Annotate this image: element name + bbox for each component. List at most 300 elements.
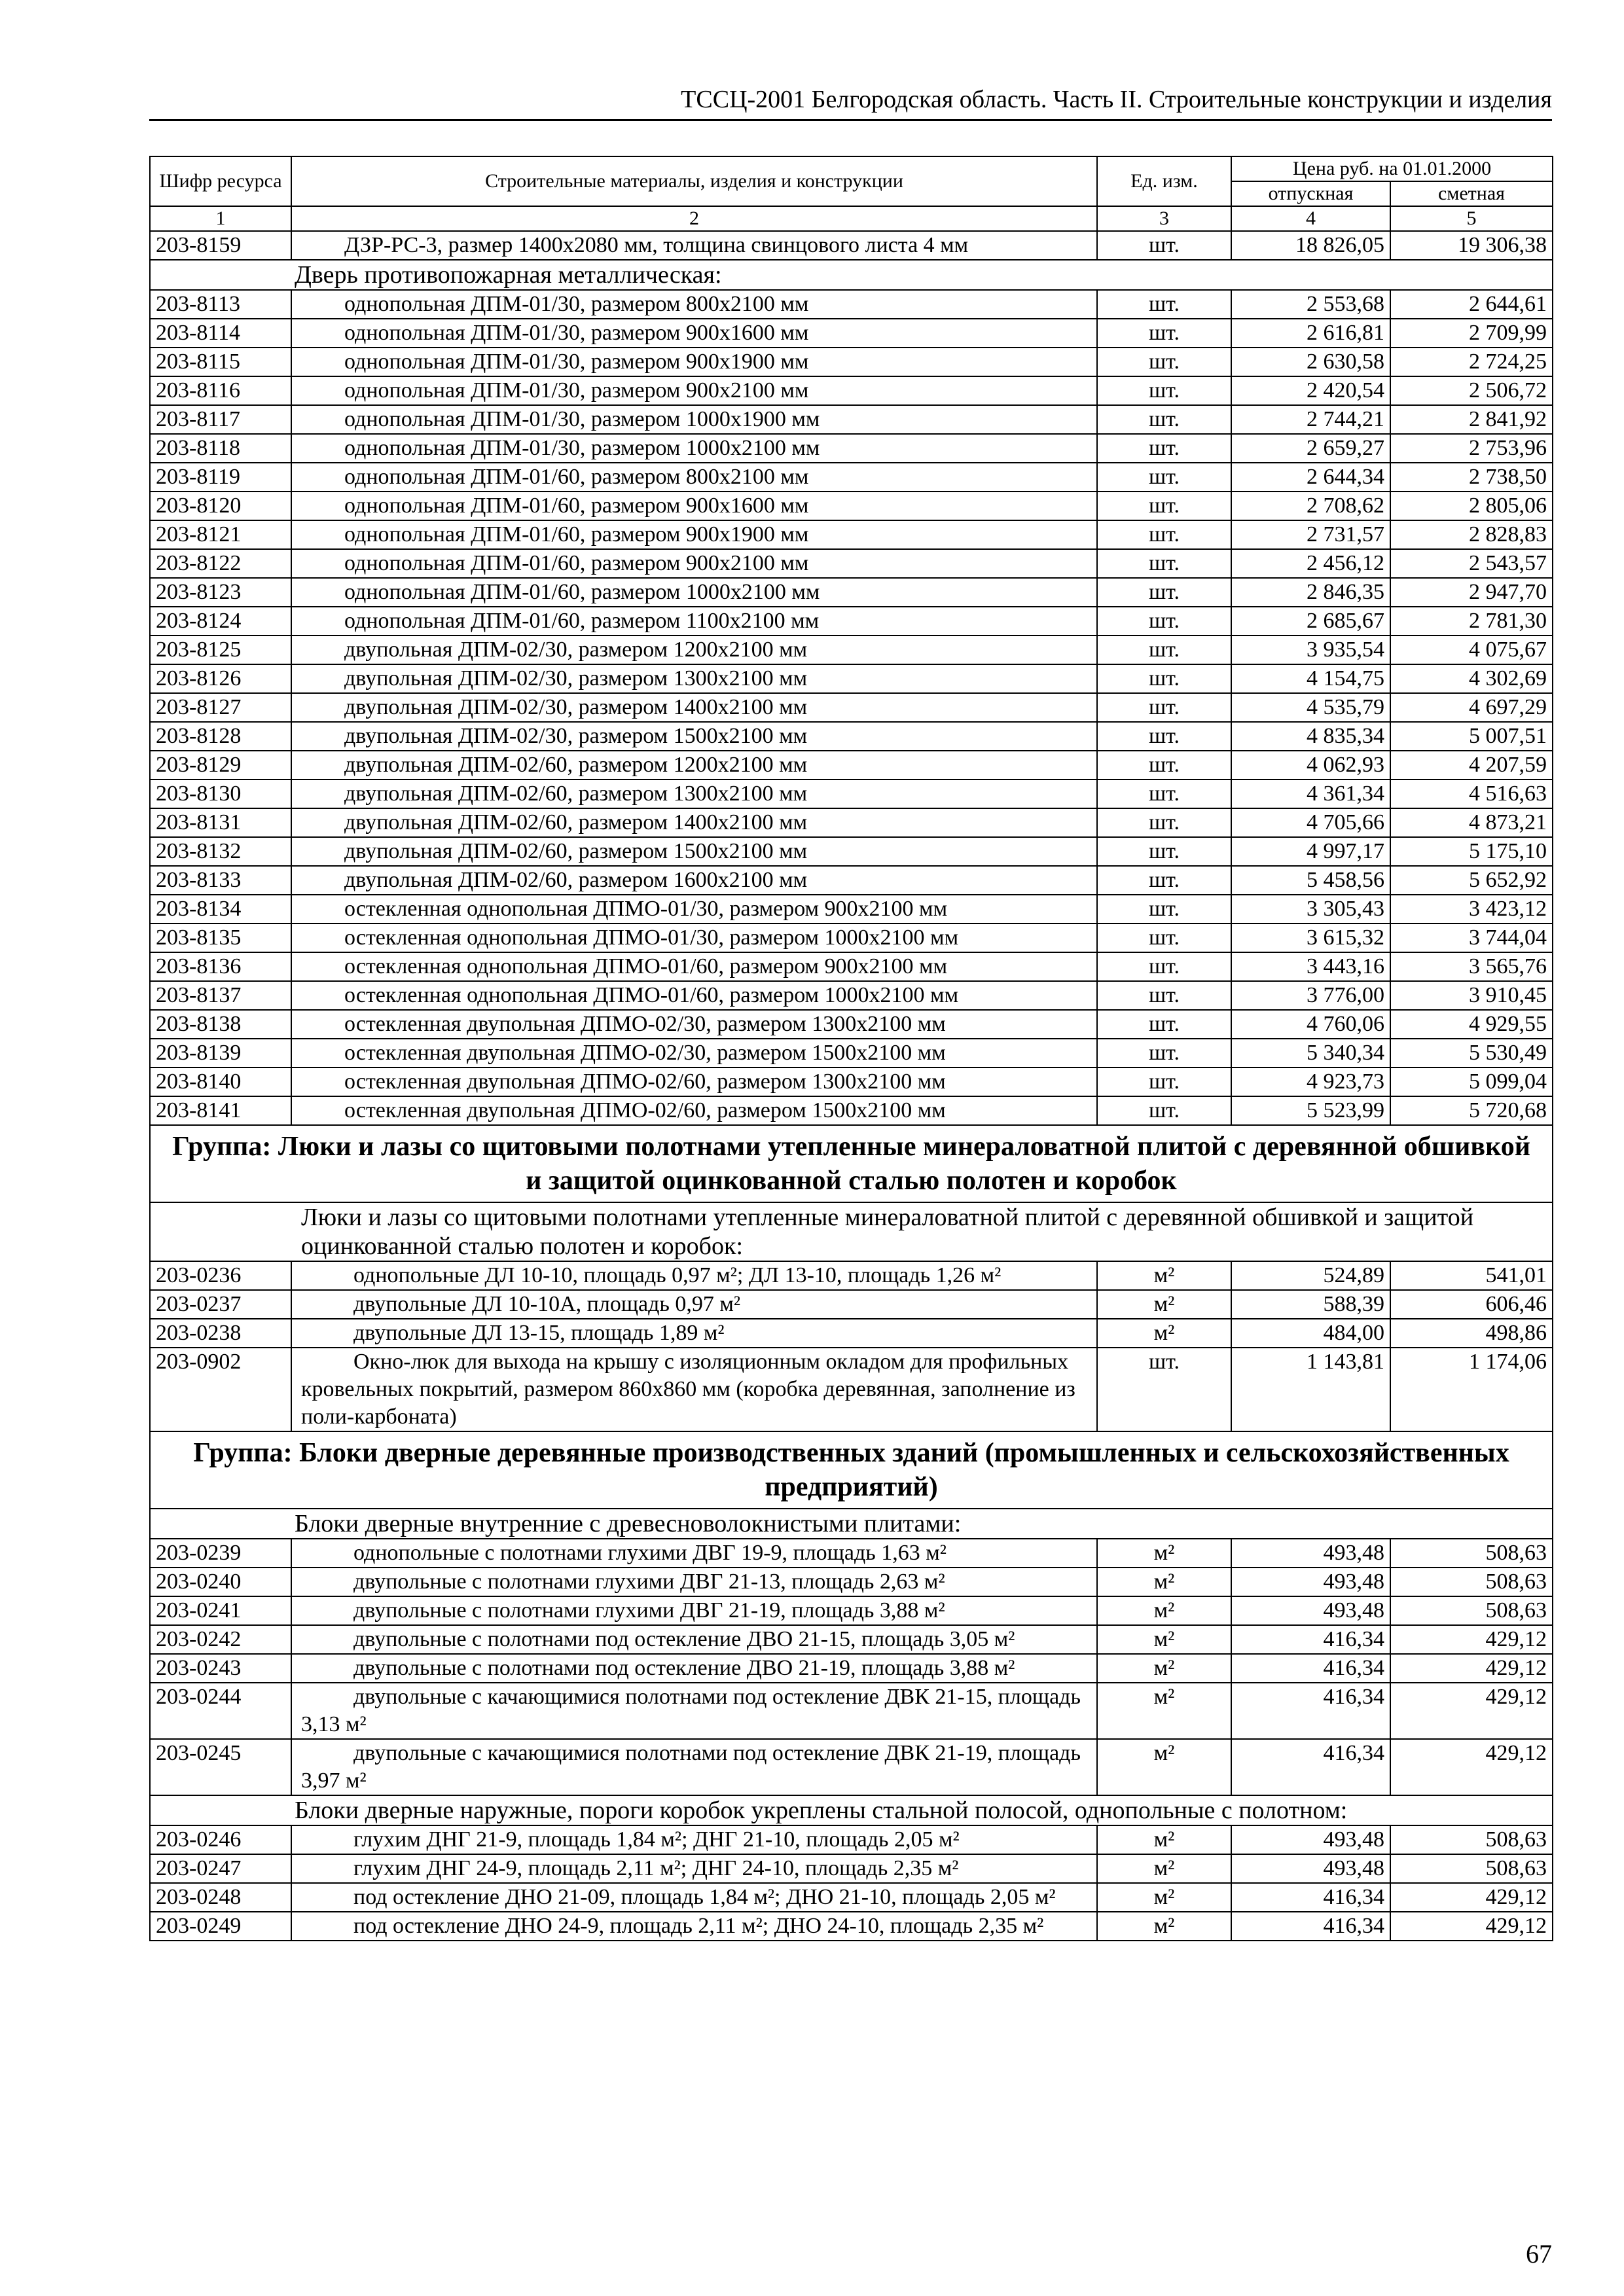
table-row	[150, 895, 1553, 924]
cell-estimate-price: 429,12	[1390, 1654, 1553, 1683]
table-row	[150, 1683, 1553, 1739]
cell-unit: шт.	[1097, 751, 1231, 780]
cell-unit: м²	[1097, 1739, 1231, 1795]
cell-code: 203-0244	[150, 1683, 291, 1739]
cell-name: однопольная ДПМ-01/30, размером 1000х1900 мм	[291, 405, 1097, 434]
cell-estimate-price: 4 697,29	[1390, 693, 1553, 722]
cell-release-price: 2 630,58	[1231, 348, 1390, 376]
cell-code: 203-0248	[150, 1883, 291, 1912]
cell-estimate-price: 2 738,50	[1390, 463, 1553, 492]
cell-code: 203-8137	[150, 981, 291, 1010]
table-row	[150, 1912, 1553, 1941]
cell-code: 203-0237	[150, 1290, 291, 1319]
cell-release-price: 2 553,68	[1231, 290, 1390, 319]
cell-estimate-price: 3 565,76	[1390, 952, 1553, 981]
cell-unit: м²	[1097, 1290, 1231, 1319]
section-title: Дверь противопожарная металлическая:	[150, 260, 1553, 290]
cell-release-price: 1 143,81	[1231, 1348, 1390, 1431]
inner-rows	[150, 1539, 1553, 1795]
cell-release-price: 2 644,34	[1231, 463, 1390, 492]
cell-estimate-price: 4 929,55	[1390, 1010, 1553, 1039]
cell-code: 203-8131	[150, 808, 291, 837]
table-row	[150, 434, 1553, 463]
table-row	[150, 1096, 1553, 1125]
cell-unit: м²	[1097, 1825, 1231, 1854]
cell-estimate-price: 5 530,49	[1390, 1039, 1553, 1067]
group-title: Группа: Блоки дверные деревянные производственных зданий (промышленных и сельскохозяйственных предприятий)	[150, 1431, 1553, 1509]
cell-release-price: 3 305,43	[1231, 895, 1390, 924]
table-row	[150, 578, 1553, 607]
cell-unit: м²	[1097, 1261, 1231, 1290]
cell-release-price: 4 361,34	[1231, 780, 1390, 808]
cell-unit: шт.	[1097, 319, 1231, 348]
table-row	[150, 492, 1553, 520]
cell-code: 203-0246	[150, 1825, 291, 1854]
table-row	[150, 1568, 1553, 1596]
cell-estimate-price: 3 910,45	[1390, 981, 1553, 1010]
table-row	[150, 636, 1553, 664]
table-row	[150, 722, 1553, 751]
cell-code: 203-8139	[150, 1039, 291, 1067]
cell-unit: шт.	[1097, 895, 1231, 924]
cell-code: 203-0902	[150, 1348, 291, 1431]
table-row	[150, 549, 1553, 578]
cell-unit: шт.	[1097, 837, 1231, 866]
section-title: Люки и лазы со щитовыми полотнами утепленные минераловатной плитой с деревянной обшивкой и защитой оцинкованной сталью полотен и коробок:	[150, 1202, 1553, 1261]
cell-code: 203-0241	[150, 1596, 291, 1625]
cell-unit: шт.	[1097, 434, 1231, 463]
cell-estimate-price: 4 075,67	[1390, 636, 1553, 664]
cell-estimate-price: 2 828,83	[1390, 520, 1553, 549]
table-row	[150, 837, 1553, 866]
cell-code: 203-8134	[150, 895, 291, 924]
cell-code: 203-0238	[150, 1319, 291, 1348]
table-row	[150, 348, 1553, 376]
cell-name: двупольная ДПМ-02/30, размером 1400х2100 мм	[291, 693, 1097, 722]
cell-estimate-price: 606,46	[1390, 1290, 1553, 1319]
cell-name: остекленная однопольная ДПМО-01/60, размером 1000х2100 мм	[291, 981, 1097, 1010]
group-row	[150, 1431, 1553, 1509]
table-row	[150, 981, 1553, 1010]
cell-unit: шт.	[1097, 693, 1231, 722]
table-row	[150, 1319, 1553, 1348]
cell-code: 203-8115	[150, 348, 291, 376]
cell-release-price: 4 705,66	[1231, 808, 1390, 837]
cell-estimate-price: 541,01	[1390, 1261, 1553, 1290]
cell-release-price: 2 685,67	[1231, 607, 1390, 636]
table-row	[150, 780, 1553, 808]
cell-release-price: 524,89	[1231, 1261, 1390, 1290]
cell-unit: шт.	[1097, 722, 1231, 751]
cell-unit: м²	[1097, 1883, 1231, 1912]
cell-code: 203-0239	[150, 1539, 291, 1568]
cell-code: 203-0240	[150, 1568, 291, 1596]
cell-estimate-price: 4 516,63	[1390, 780, 1553, 808]
cell-unit: шт.	[1097, 607, 1231, 636]
cell-unit: шт.	[1097, 348, 1231, 376]
cell-name: однопольные ДЛ 10-10, площадь 0,97 м²; ДЛ 13-10, площадь 1,26 м²	[291, 1261, 1097, 1290]
cell-release-price: 4 760,06	[1231, 1010, 1390, 1039]
cell-unit: шт.	[1097, 290, 1231, 319]
cell-release-price: 493,48	[1231, 1596, 1390, 1625]
cell-unit: м²	[1097, 1319, 1231, 1348]
cell-estimate-price: 2 724,25	[1390, 348, 1553, 376]
cell-release-price: 2 616,81	[1231, 319, 1390, 348]
cell-code: 203-0245	[150, 1739, 291, 1795]
table-row	[150, 376, 1553, 405]
cell-release-price: 493,48	[1231, 1854, 1390, 1883]
cell-estimate-price: 2 841,92	[1390, 405, 1553, 434]
cell-name: двупольная ДПМ-02/30, размером 1500х2100 мм	[291, 722, 1097, 751]
section-row	[150, 260, 1553, 290]
cell-unit: шт.	[1097, 520, 1231, 549]
col-head-estimate: сметная	[1390, 181, 1553, 206]
cell-estimate-price: 2 805,06	[1390, 492, 1553, 520]
cell-estimate-price: 429,12	[1390, 1625, 1553, 1654]
cell-name: однопольные с полотнами глухими ДВГ 19-9, площадь 1,63 м²	[291, 1539, 1097, 1568]
table-row	[150, 1010, 1553, 1039]
cell-estimate-price: 3 423,12	[1390, 895, 1553, 924]
cell-code: 203-8136	[150, 952, 291, 981]
col-head-unit: Ед. изм.	[1097, 156, 1231, 206]
cell-code: 203-8126	[150, 664, 291, 693]
cell-name: остекленная однопольная ДПМО-01/30, размером 1000х2100 мм	[291, 924, 1097, 952]
cell-code: 203-8120	[150, 492, 291, 520]
cell-code: 203-8121	[150, 520, 291, 549]
cell-release-price: 2 659,27	[1231, 434, 1390, 463]
table-row	[150, 463, 1553, 492]
cell-code: 203-8123	[150, 578, 291, 607]
table-row	[150, 1825, 1553, 1854]
cell-unit: шт.	[1097, 1039, 1231, 1067]
table-row	[150, 1261, 1553, 1290]
cell-release-price: 416,34	[1231, 1883, 1390, 1912]
col-head-price: Цена руб. на 01.01.2000	[1231, 156, 1553, 181]
cell-name: Окно-люк для выхода на крышу с изоляционным окладом для профильных кровельных покрытий, размером 860х860 мм (коробка деревянная, заполнение из поли-карбоната)	[291, 1348, 1097, 1431]
cell-name: однопольная ДПМ-01/60, размером 900х1900 мм	[291, 520, 1097, 549]
cell-name: однопольная ДПМ-01/30, размером 900х1600 мм	[291, 319, 1097, 348]
price-table	[149, 156, 1553, 1941]
outer-section-body	[150, 1795, 1553, 1825]
cell-name: однопольная ДПМ-01/30, размером 800х2100 мм	[291, 290, 1097, 319]
cell-code: 203-8117	[150, 405, 291, 434]
cell-release-price: 493,48	[1231, 1825, 1390, 1854]
cell-unit: м²	[1097, 1568, 1231, 1596]
cell-release-price: 3 935,54	[1231, 636, 1390, 664]
outer-rows	[150, 1825, 1553, 1941]
cell-unit: шт.	[1097, 492, 1231, 520]
cell-estimate-price: 2 947,70	[1390, 578, 1553, 607]
cell-name: глухим ДНГ 21-9, площадь 1,84 м²; ДНГ 21-10, площадь 2,05 м²	[291, 1825, 1097, 1854]
cell-estimate-price: 508,63	[1390, 1568, 1553, 1596]
cell-name: двупольная ДПМ-02/60, размером 1500х2100 мм	[291, 837, 1097, 866]
table-row	[150, 1854, 1553, 1883]
column-numbers-row	[150, 206, 1553, 231]
cell-code: 203-8129	[150, 751, 291, 780]
cell-name: двупольная ДПМ-02/60, размером 1300х2100 мм	[291, 780, 1097, 808]
col-number-5: 5	[1390, 206, 1553, 231]
table-row	[150, 607, 1553, 636]
cell-unit: шт.	[1097, 952, 1231, 981]
cell-name: двупольная ДПМ-02/60, размером 1600х2100 мм	[291, 866, 1097, 895]
cell-release-price: 4 997,17	[1231, 837, 1390, 866]
table-row	[150, 1290, 1553, 1319]
cell-code: 203-8127	[150, 693, 291, 722]
cell-unit: шт.	[1097, 1010, 1231, 1039]
table-row	[150, 405, 1553, 434]
page-header	[149, 86, 1552, 121]
cell-unit: шт.	[1097, 231, 1231, 260]
cell-name: глухим ДНГ 24-9, площадь 2,11 м²; ДНГ 24-10, площадь 2,35 м²	[291, 1854, 1097, 1883]
table-row	[150, 231, 1553, 260]
cell-release-price: 3 776,00	[1231, 981, 1390, 1010]
cell-release-price: 4 923,73	[1231, 1067, 1390, 1096]
cell-release-price: 493,48	[1231, 1539, 1390, 1568]
cell-estimate-price: 2 709,99	[1390, 319, 1553, 348]
cell-code: 203-8138	[150, 1010, 291, 1039]
cell-unit: м²	[1097, 1683, 1231, 1739]
cell-estimate-price: 429,12	[1390, 1912, 1553, 1941]
cell-name: остекленная двупольная ДПМО-02/60, размером 1500х2100 мм	[291, 1096, 1097, 1125]
cell-name: остекленная двупольная ДПМО-02/30, размером 1300х2100 мм	[291, 1010, 1097, 1039]
group-blocks-body	[150, 1431, 1553, 1539]
cell-name: двупольные ДЛ 10-10А, площадь 0,97 м²	[291, 1290, 1097, 1319]
cell-code: 203-8119	[150, 463, 291, 492]
cell-estimate-price: 508,63	[1390, 1825, 1553, 1854]
cell-name: остекленная двупольная ДПМО-02/60, размером 1300х2100 мм	[291, 1067, 1097, 1096]
cell-code: 203-8113	[150, 290, 291, 319]
section-title: Блоки дверные внутренние с древесноволокнистыми плитами:	[150, 1509, 1553, 1539]
cell-code: 203-0249	[150, 1912, 291, 1941]
col-number-4: 4	[1231, 206, 1390, 231]
page-number: 67	[1526, 2239, 1552, 2269]
cell-release-price: 416,34	[1231, 1625, 1390, 1654]
table-row	[150, 520, 1553, 549]
cell-name: двупольная ДПМ-02/30, размером 1200х2100 мм	[291, 636, 1097, 664]
cell-estimate-price: 2 753,96	[1390, 434, 1553, 463]
cell-unit: шт.	[1097, 808, 1231, 837]
cell-unit: м²	[1097, 1625, 1231, 1654]
cell-code: 203-8141	[150, 1096, 291, 1125]
cell-name: однопольная ДПМ-01/60, размером 800х2100 мм	[291, 463, 1097, 492]
cell-estimate-price: 4 873,21	[1390, 808, 1553, 837]
cell-code: 203-8133	[150, 866, 291, 895]
cell-release-price: 2 456,12	[1231, 549, 1390, 578]
cell-name: однопольная ДПМ-01/60, размером 900х2100 мм	[291, 549, 1097, 578]
cell-release-price: 416,34	[1231, 1654, 1390, 1683]
cell-unit: м²	[1097, 1596, 1231, 1625]
cell-name: остекленная однопольная ДПМО-01/30, размером 900х2100 мм	[291, 895, 1097, 924]
table-row	[150, 1596, 1553, 1625]
table-row	[150, 1067, 1553, 1096]
cell-release-price: 3 443,16	[1231, 952, 1390, 981]
section-row	[150, 1795, 1553, 1825]
cell-code: 203-0243	[150, 1654, 291, 1683]
section-row	[150, 1202, 1553, 1261]
cell-name: двупольные ДЛ 13-15, площадь 1,89 м²	[291, 1319, 1097, 1348]
cell-estimate-price: 2 644,61	[1390, 290, 1553, 319]
cell-release-price: 18 826,05	[1231, 231, 1390, 260]
cell-estimate-price: 4 207,59	[1390, 751, 1553, 780]
table-head	[150, 156, 1553, 231]
cell-release-price: 416,34	[1231, 1683, 1390, 1739]
cell-estimate-price: 2 506,72	[1390, 376, 1553, 405]
group-hatches-body	[150, 1125, 1553, 1261]
col-head-name: Строительные материалы, изделия и конструкции	[291, 156, 1097, 206]
cell-estimate-price: 429,12	[1390, 1739, 1553, 1795]
table-row	[150, 1348, 1553, 1431]
cell-release-price: 416,34	[1231, 1739, 1390, 1795]
table-row	[150, 1739, 1553, 1795]
col-head-code: Шифр ресурса	[150, 156, 291, 206]
cell-unit: шт.	[1097, 463, 1231, 492]
cell-code: 203-8125	[150, 636, 291, 664]
col-head-release: отпускная	[1231, 181, 1390, 206]
cell-code: 203-8130	[150, 780, 291, 808]
col-number-3: 3	[1097, 206, 1231, 231]
table-row	[150, 1654, 1553, 1683]
cell-name: ДЗР-РС-3, размер 1400х2080 мм, толщина свинцового листа 4 мм	[291, 231, 1097, 260]
cell-release-price: 4 154,75	[1231, 664, 1390, 693]
cell-name: однопольная ДПМ-01/30, размером 1000х2100 мм	[291, 434, 1097, 463]
cell-code: 203-8116	[150, 376, 291, 405]
cell-unit: м²	[1097, 1912, 1231, 1941]
cell-code: 203-0247	[150, 1854, 291, 1883]
cell-code: 203-8122	[150, 549, 291, 578]
cell-estimate-price: 429,12	[1390, 1683, 1553, 1739]
cell-unit: м²	[1097, 1654, 1231, 1683]
cell-code: 203-8159	[150, 231, 291, 260]
cell-code: 203-8132	[150, 837, 291, 866]
cell-release-price: 4 535,79	[1231, 693, 1390, 722]
cell-unit: шт.	[1097, 981, 1231, 1010]
cell-estimate-price: 508,63	[1390, 1539, 1553, 1568]
cell-name: двупольные с полотнами глухими ДВГ 21-13, площадь 2,63 м²	[291, 1568, 1097, 1596]
cell-estimate-price: 508,63	[1390, 1854, 1553, 1883]
cell-unit: шт.	[1097, 1096, 1231, 1125]
cell-estimate-price: 5 652,92	[1390, 866, 1553, 895]
cell-release-price: 2 846,35	[1231, 578, 1390, 607]
cell-unit: шт.	[1097, 1348, 1231, 1431]
table-row	[150, 866, 1553, 895]
cell-release-price: 484,00	[1231, 1319, 1390, 1348]
cell-unit: шт.	[1097, 664, 1231, 693]
group-title: Группа: Люки и лазы со щитовыми полотнами утепленные минераловатной плитой с деревянной обшивкой и защитой оцинкованной сталью полотен и коробок	[150, 1125, 1553, 1202]
cell-estimate-price: 5 007,51	[1390, 722, 1553, 751]
cell-unit: шт.	[1097, 780, 1231, 808]
table-row	[150, 1039, 1553, 1067]
cell-unit: шт.	[1097, 636, 1231, 664]
cell-release-price: 2 731,57	[1231, 520, 1390, 549]
cell-name: однопольная ДПМ-01/30, размером 900х2100 мм	[291, 376, 1097, 405]
cell-estimate-price: 4 302,69	[1390, 664, 1553, 693]
cell-unit: шт.	[1097, 405, 1231, 434]
table-row	[150, 664, 1553, 693]
section-title: Блоки дверные наружные, пороги коробок укреплены стальной полосой, однопольные с полотном:	[150, 1795, 1553, 1825]
cell-name: однопольная ДПМ-01/60, размером 900х1600 мм	[291, 492, 1097, 520]
table-row	[150, 290, 1553, 319]
cell-name: однопольная ДПМ-01/60, размером 1100х2100 мм	[291, 607, 1097, 636]
cell-name: двупольные с полотнами глухими ДВГ 21-19, площадь 3,88 м²	[291, 1596, 1097, 1625]
cell-unit: шт.	[1097, 549, 1231, 578]
cell-code: 203-8118	[150, 434, 291, 463]
cell-unit: м²	[1097, 1539, 1231, 1568]
cell-estimate-price: 3 744,04	[1390, 924, 1553, 952]
page-header-title: ТССЦ-2001 Белгородская область. Часть II. Строительные конструкции и изделия	[681, 86, 1552, 113]
cell-release-price: 416,34	[1231, 1912, 1390, 1941]
cell-estimate-price: 498,86	[1390, 1319, 1553, 1348]
cell-estimate-price: 19 306,38	[1390, 231, 1553, 260]
table-row	[150, 924, 1553, 952]
cell-code: 203-8114	[150, 319, 291, 348]
cell-estimate-price: 5 175,10	[1390, 837, 1553, 866]
cell-name: двупольная ДПМ-02/60, размером 1400х2100 мм	[291, 808, 1097, 837]
cell-estimate-price: 429,12	[1390, 1883, 1553, 1912]
cell-name: однопольная ДПМ-01/30, размером 900х1900 мм	[291, 348, 1097, 376]
cell-release-price: 2 708,62	[1231, 492, 1390, 520]
cell-estimate-price: 2 543,57	[1390, 549, 1553, 578]
cell-unit: м²	[1097, 1854, 1231, 1883]
section-row	[150, 1509, 1553, 1539]
table-row	[150, 1539, 1553, 1568]
cell-name: под остекление ДНО 24-9, площадь 2,11 м²; ДНО 24-10, площадь 2,35 м²	[291, 1912, 1097, 1941]
cell-release-price: 5 458,56	[1231, 866, 1390, 895]
cell-release-price: 588,39	[1231, 1290, 1390, 1319]
hatches-rows	[150, 1261, 1553, 1431]
cell-name: однопольная ДПМ-01/60, размером 1000х2100 мм	[291, 578, 1097, 607]
cell-name: под остекление ДНО 21-09, площадь 1,84 м²; ДНО 21-10, площадь 2,05 м²	[291, 1883, 1097, 1912]
cell-name: двупольные с качающимися полотнами под остекление ДВК 21-19, площадь 3,97 м²	[291, 1739, 1097, 1795]
table-row	[150, 693, 1553, 722]
cell-release-price: 2 744,21	[1231, 405, 1390, 434]
cell-code: 203-0242	[150, 1625, 291, 1654]
cell-release-price: 493,48	[1231, 1568, 1390, 1596]
cell-unit: шт.	[1097, 1067, 1231, 1096]
cell-release-price: 4 835,34	[1231, 722, 1390, 751]
table-body	[150, 231, 1553, 290]
cell-name: двупольные с качающимися полотнами под остекление ДВК 21-15, площадь 3,13 м²	[291, 1683, 1097, 1739]
cell-code: 203-8140	[150, 1067, 291, 1096]
group-row	[150, 1125, 1553, 1202]
cell-code: 203-8128	[150, 722, 291, 751]
cell-release-price: 2 420,54	[1231, 376, 1390, 405]
cell-estimate-price: 1 174,06	[1390, 1348, 1553, 1431]
cell-unit: шт.	[1097, 578, 1231, 607]
cell-code: 203-8124	[150, 607, 291, 636]
cell-estimate-price: 2 781,30	[1390, 607, 1553, 636]
cell-name: остекленная однопольная ДПМО-01/60, размером 900х2100 мм	[291, 952, 1097, 981]
cell-unit: шт.	[1097, 866, 1231, 895]
cell-release-price: 5 523,99	[1231, 1096, 1390, 1125]
cell-name: двупольные с полотнами под остекление ДВО 21-19, площадь 3,88 м²	[291, 1654, 1097, 1683]
cell-estimate-price: 5 720,68	[1390, 1096, 1553, 1125]
cell-unit: шт.	[1097, 924, 1231, 952]
cell-release-price: 5 340,34	[1231, 1039, 1390, 1067]
table-row	[150, 319, 1553, 348]
col-number-1: 1	[150, 206, 291, 231]
cell-name: двупольная ДПМ-02/30, размером 1300х2100 мм	[291, 664, 1097, 693]
cell-name: двупольные с полотнами под остекление ДВО 21-15, площадь 3,05 м²	[291, 1625, 1097, 1654]
table-row	[150, 808, 1553, 837]
cell-release-price: 3 615,32	[1231, 924, 1390, 952]
cell-estimate-price: 508,63	[1390, 1596, 1553, 1625]
doors-rows	[150, 290, 1553, 1125]
table-row	[150, 751, 1553, 780]
col-number-2: 2	[291, 206, 1097, 231]
table-row	[150, 1883, 1553, 1912]
cell-release-price: 4 062,93	[1231, 751, 1390, 780]
cell-code: 203-0236	[150, 1261, 291, 1290]
